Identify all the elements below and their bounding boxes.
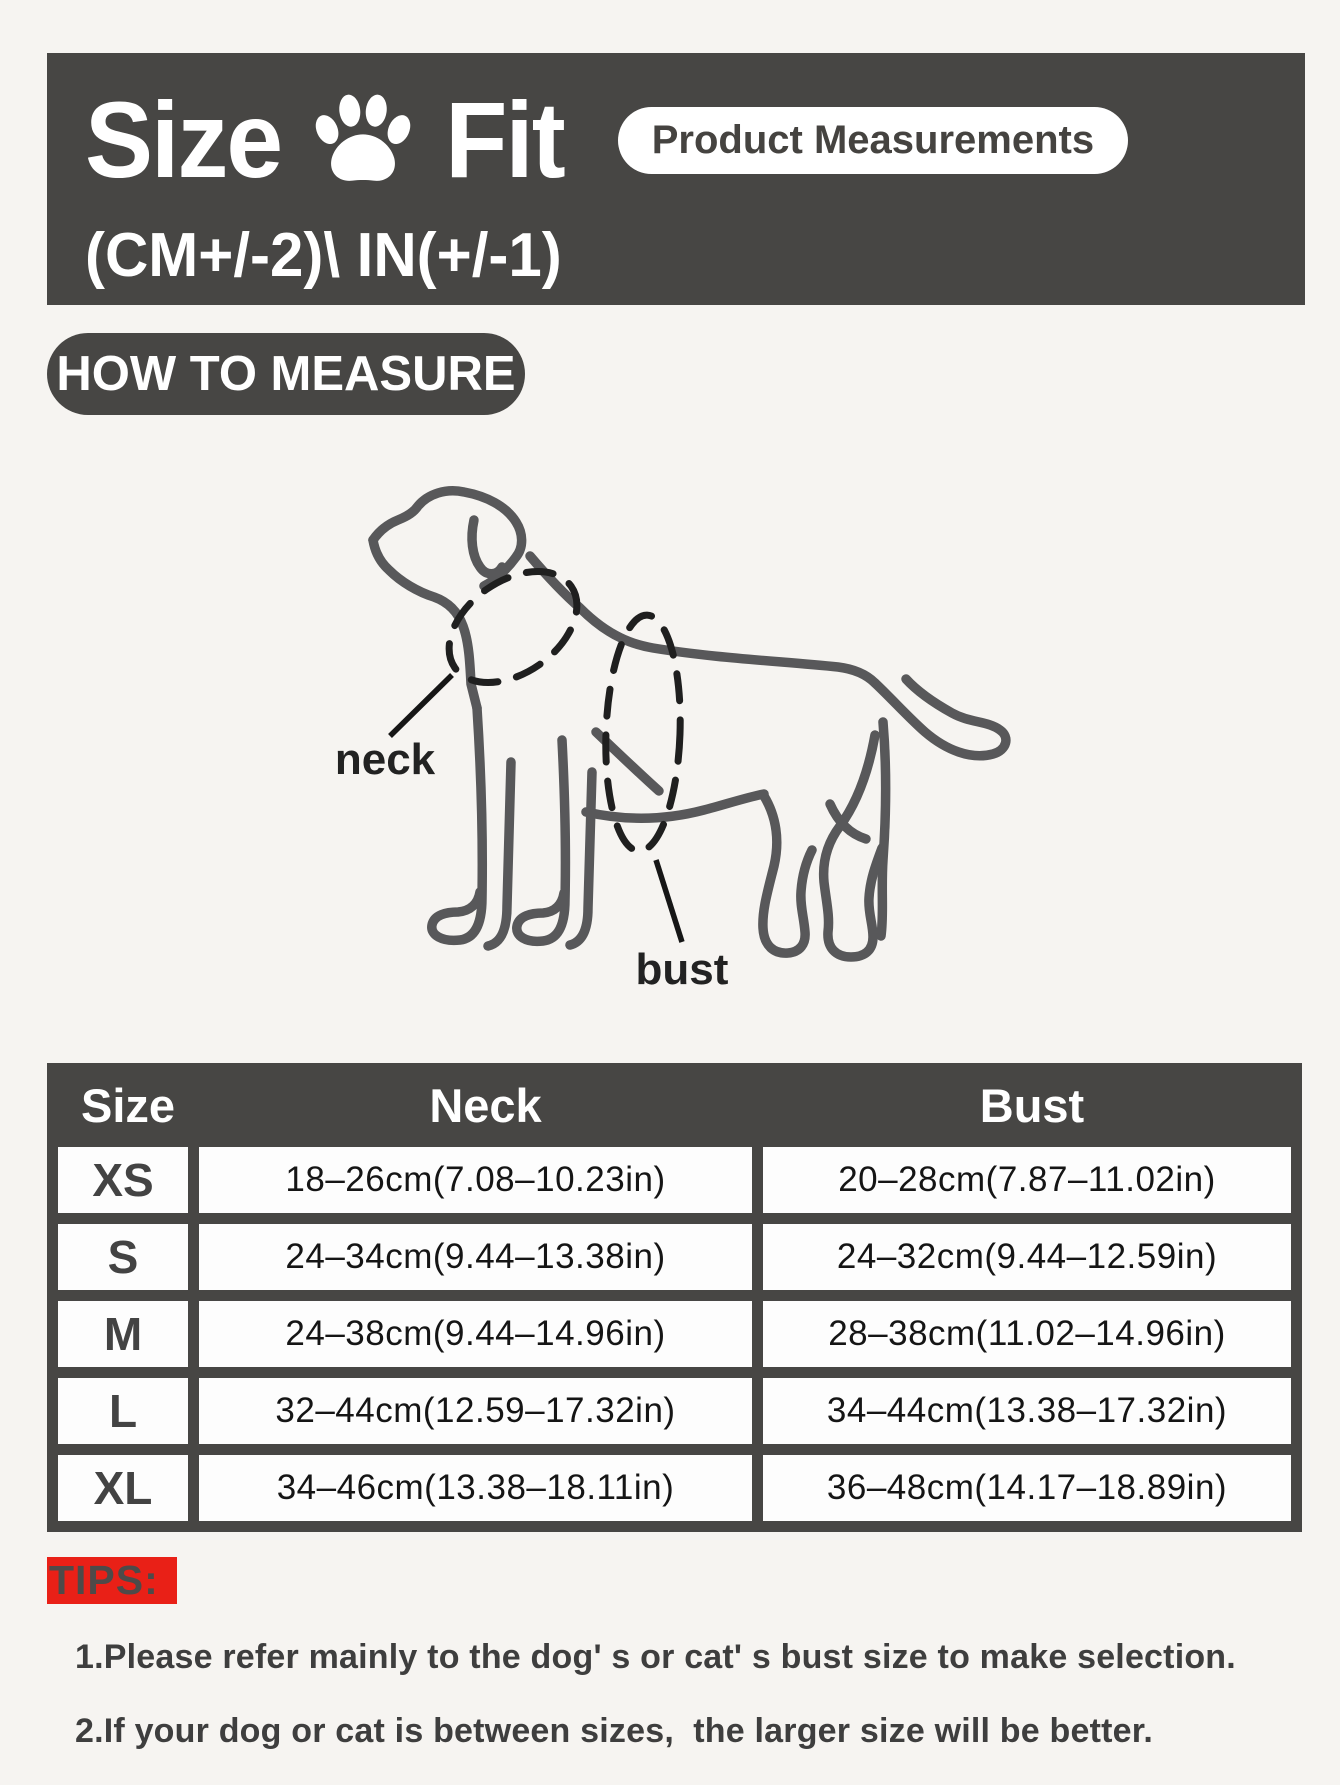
size-table-header bbox=[47, 1063, 1302, 1147]
row-s-bust: 24–32cm(9.44–12.59in) bbox=[763, 1224, 1291, 1290]
tolerance-note: (CM+/-2)\ IN(+/-1) bbox=[85, 220, 562, 290]
column-header-bust: Bust bbox=[979, 1078, 1085, 1132]
measurement-marks bbox=[335, 549, 729, 994]
title-size: Size bbox=[85, 79, 282, 201]
tip-item-2: 2.If your dog or cat is between sizes, the larger size will be better. bbox=[75, 1712, 1153, 1750]
row-xl-neck: 34–46cm(13.38–18.11in) bbox=[199, 1455, 752, 1521]
row-m-bust: 28–38cm(11.02–14.96in) bbox=[763, 1301, 1291, 1367]
header-banner bbox=[47, 53, 1305, 305]
dog-outline bbox=[373, 491, 1006, 957]
row-xl-bust: 36–48cm(14.17–18.89in) bbox=[763, 1455, 1291, 1521]
row-m-neck: 24–38cm(9.44–14.96in) bbox=[199, 1301, 752, 1367]
row-l-bust: 34–44cm(13.38–17.32in) bbox=[763, 1378, 1291, 1444]
bust-pointer-line bbox=[656, 860, 682, 942]
bust-label: bust bbox=[635, 945, 729, 994]
tips-heading: TIPS: bbox=[47, 1557, 177, 1604]
dog-measurement-diagram bbox=[330, 440, 1030, 1000]
column-header-neck: Neck bbox=[429, 1078, 542, 1132]
row-s-neck: 24–34cm(9.44–13.38in) bbox=[199, 1224, 752, 1290]
row-xs-bust: 20–28cm(7.87–11.02in) bbox=[763, 1147, 1291, 1213]
neck-ellipse bbox=[428, 549, 597, 706]
row-xs-size: XS bbox=[58, 1147, 188, 1213]
how-to-measure-badge: HOW TO MEASURE bbox=[47, 333, 525, 415]
column-header-size: Size bbox=[80, 1078, 176, 1132]
row-m-size: M bbox=[58, 1301, 188, 1367]
neck-label: neck bbox=[334, 735, 436, 784]
product-measurements-badge: Product Measurements bbox=[618, 107, 1128, 174]
title-fit: Fit bbox=[445, 79, 564, 201]
size-table bbox=[47, 1063, 1302, 1532]
paw-icon bbox=[311, 94, 415, 186]
row-l-size: L bbox=[58, 1378, 188, 1444]
row-s-size: S bbox=[58, 1224, 188, 1290]
tip-item-1: 1.Please refer mainly to the dog' s or cat' s bust size to make selection. bbox=[75, 1638, 1236, 1676]
title-row bbox=[85, 79, 1305, 201]
neck-pointer-line bbox=[390, 675, 452, 736]
row-xl-size: XL bbox=[58, 1455, 188, 1521]
row-l-neck: 32–44cm(12.59–17.32in) bbox=[199, 1378, 752, 1444]
row-xs-neck: 18–26cm(7.08–10.23in) bbox=[199, 1147, 752, 1213]
size-table-body bbox=[47, 1147, 1302, 1532]
